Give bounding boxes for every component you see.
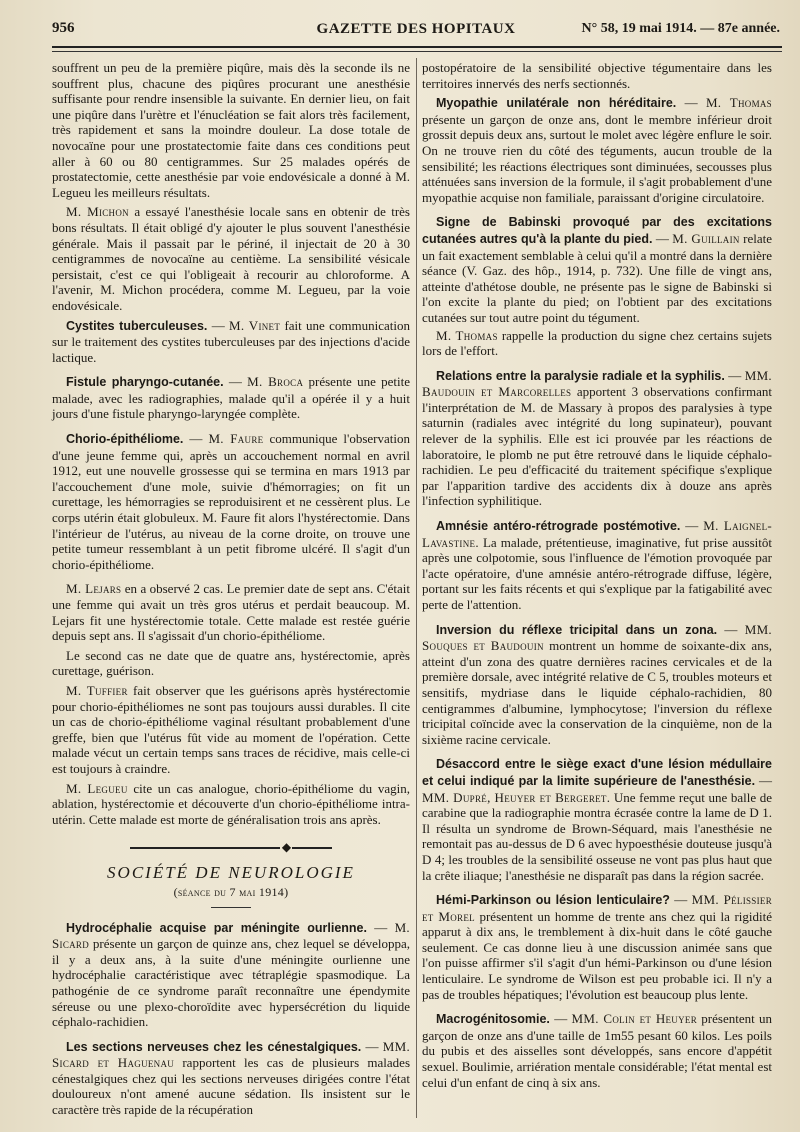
- header-rule-thin: [52, 51, 782, 52]
- short-rule: [211, 907, 251, 908]
- left-column: [52, 60, 410, 1127]
- paragraph: M. Lejars en a observé 2 cas. Le premier date de sept ans. C'était une femme qui avait un très gros utérus et perdait beaucoup. M. Lejars fit une hystérectomie totale. Cette malade est restée guérie depuis sept ans. Il s'agissait d'un chorio-épithéliome.: [52, 581, 411, 644]
- header-rule: [52, 46, 782, 48]
- journal-title: GAZETTE DES HOPITAUX: [316, 21, 516, 37]
- issue-info: N° 58, 19 mai 1914. — 87e année.: [581, 21, 780, 36]
- entry-sections-nerveuses: Les sections nerveuses chez les cénestalgiques. — MM. Sicard et Haguenau rapportent les cas de plusieurs malades cénestalgiques chez qui les sections nerveuses dirigées contre l'état douloureux n'ont amené aucune sédation. Ils insistent sur le caractère très rapide de la récupération: [52, 1038, 411, 1118]
- page-header: [52, 18, 780, 42]
- entry-chorio: Chorio-épithéliome. — M. Faure communique l'observation d'une jeune femme qui, après un accouchement normal en avril 1912, eut une nouvelle grossesse qui se termina en mars 1913 par l'accouchement d'une mole, suivie d'hémorragies; on fit un curettage, les hémorragies se reproduisirent et ne cessèrent plus. Le corps utérin était globuleux. M. Faure fit alors l'hystérectomie. Dans l'intérieur de l'utérus, au niveau de la corne droite, on trouve une petite tumeur ressemblant à un petit fibrome ulcéré. Il s'agit d'un chorio-épithéliome.: [52, 431, 410, 572]
- paragraph: M. Tuffier fait observer que les guérisons après hystérectomie pour chorio-épithéliomes ne sont pas toujours aussi durables. Il cite un cas de chorio-épithéliome vaginal résultant probablement d'une greffe, bien que l'utérus fût vide au moment de l'opération. Cette malade vécut un certain temps sans traces de récidive, mais celle-ci est toujours à craindre.: [52, 682, 410, 776]
- entry-reflexe-tricipital: Inversion du réflexe tricipital dans un zona. — MM. Souques et Baudouin montrent un homme de soixante-dix ans, atteint d'un zona des quatre dernières racines cervicales et de la première dorsale, avec intégrité relative de C 5, troubles moteurs et sensitifs, mydriase dans le liquide céphalo-rachidien, 80 centigrammes d'albumine, lymphocytose; l'inversion du réflexe tricipital coïncide avec la conservation de la cinquième, non de la sixième racine cervicale.: [422, 621, 772, 747]
- paragraph: M. Michon a essayé l'anesthésie locale sans en obtenir de très bons résultats. Il était obligé d'y ajouter le plus souvent l'anesthésie générale. Mais il passait par le périné, il injectait de 20 à 30 centigrammes de novocaïne au centième. La sensibilité vésicale persistait, c'est ce qui l'obligeait à recourir au chloroforme. A l'avenir, M. Michon procédera, comme M. Legueu, par la voie endovésicale.: [52, 204, 410, 313]
- paragraph: M. Thomas rappelle la production du signe chez certains sujets lors de l'effort.: [422, 327, 772, 359]
- paragraph: souffrent un peu de la première piqûre, mais dès la seconde ils ne souffrent plus, chacune des piqûres procurant une anesthésie suffisante pour rendre insensible la suivante. En dernier lieu, on fait une piqûre dans l'urètre et l'énucléation se fait alors très facilement, très rapidement et sans la moindre douleur. La dose totale de novocaïne pour une prostatectomie faite dans ces conditions peut aller à 60 ou 80 centigrammes. Sur 25 malades opérés de prostatectomie, cette anesthésie par voie endovésicale a donné à M. Legueu les meilleurs résultats.: [52, 60, 410, 200]
- entry-macrogenitosomie: Macrogénitosomie. — MM. Colin et Heuyer présentent un garçon de onze ans d'une taille de 1m55 pesant 60 kilos. Les poils du pubis et des aisselles sont développés, sans encore d'appétit sexuel. Boulimie, arriération mentale considérable; l'état mental est celui d'un enfant de cinq à six ans.: [422, 1011, 773, 1090]
- entry-myopathie: Myopathie unilatérale non héréditaire. — M. Thomas présente un garçon de onze ans, dont le membre inférieur droit grossit depuis deux ans, surtout le molet avec légère enflure le soir. On ne trouve rien du côté des téguments, aucun trouble de la sensibilité; les réactions électriques sont diminuées, secousses plus atténuées sans inversion de la formule, il s'agit probablement d'une myopathie acquise non familiale, paraissant d'origine circulatoire.: [422, 95, 772, 205]
- entry-desaccord: Désaccord entre le siège exact d'une lésion médullaire et celui indiqué par la limite supérieure de l'anesthésie. — MM. Dupré, Heuyer et Bergeret. Une femme reçut une balle de carabine que la radiographie montra écrasée contre la lame de D 1. Il résulta un syndrome de Brown-Séquard, mais l'anesthésie ne remontait pas au-dessus de D 6 avec hypoesthésie douteuse jusqu'à D 4; les troubles de la sensibilité osseuse ne vont pas plus haut que la crête iliaque; l'anesthésie ne disparaît pas dans la région sacrée.: [422, 757, 773, 883]
- entry-amnesie: Amnésie antéro-rétrograde postémotive. — M. Laignel-Lavastine. La malade, prétentieuse, imaginative, fut prise aussitôt après une colpotomie, sous l'influence de l'émotion provoquée par l'acte opératoire, d'une amnésie antéro-rétrograde diffuse, légère, portant sur les faits récents et qui s'explique par la fatigabilité avec perte de l'attention.: [422, 518, 773, 612]
- paragraph: M. Legueu cite un cas analogue, chorio-épithéliome du vagin, ablation, hystérectomie et découverte d'un chorio-épithéliome intra-utérin. Cette malade est morte de généralisation trois ans après.: [52, 780, 411, 827]
- section-title: SOCIÉTÉ DE NEUROLOGIE: [107, 863, 355, 883]
- entry-paralysie-radiale: Relations entre la paralysie radiale et la syphilis. — MM. Baudouin et Marcorelles apportent 3 observations confirmant l'interprétation de M. de Massary à propos des paralysies à type saturnin (radiales avec intégrité du long supinateur), pouvant relever de la syphilis. Elle est ici prouvée par les réactions de laboratoire, le plomb ne put être retrouvé dans le liquide céphalo-rachidien. Le peu d'efficacité du traitement spécifique s'explique par l'apparition tardive des accidents dix à douze ans après l'infection syphilitique.: [422, 367, 773, 509]
- entry-hemi-parkinson: Hémi-Parkinson ou lésion lenticulaire? — MM. Pélissier et Morel présentent un homme de trente ans chez qui la rigidité apparut à dix ans, le tremblement à dix-huit dans le côté gauche seulement. Ce cas donne lieu à une discussion animée sans que l'on puisse affirmer s'il s'agit d'un hémi-Parkinson ou d'une lésion lenticulaire. Le syndrome de Wilson est peu probable ici. Il n'y a pas de troubles hépatiques; l'évolution est beaucoup plus lente.: [422, 892, 773, 1002]
- section-ornament: ◆: [52, 839, 410, 855]
- column-divider: [416, 58, 417, 1118]
- paragraph: Le second cas ne date que de quatre ans, hystérectomie, après curettage, guérison.: [52, 647, 410, 679]
- entry-cystites: Cystites tuberculeuses. — M. Vinet fait une communication sur le traitement des cystites tuberculeuses par des injections d'acide lactique.: [52, 317, 410, 365]
- entry-fistule: Fistule pharyngo-cutanée. — M. Broca présente une petite malade, avec les radiographies, malade qu'il a opérée il y a huit jours d'une fistule pharyngo-laryngée complète.: [52, 374, 410, 422]
- entry-hydrocephalie: Hydrocéphalie acquise par méningite ourlienne. — M. Sicard présente un garçon de quinze ans, chez lequel se développa, il y a deux ans, à la suite d'une méningite ourlienne une hydrocéphalie caractéristique avec tétraplégie spasmodique. La pathogénie de ce syndrome paraît reconnaître une épendymite séreuse ou une plexo-choroïdite avec hypersécrétion du liquide céphalo-rachidien.: [52, 919, 410, 1030]
- right-column: [422, 60, 772, 1099]
- session-date: (séance du 7 mai 1914): [173, 884, 289, 899]
- paragraph: postopératoire de la sensibilité objective tégumentaire dans les territoires innervés des nerfs sectionnés.: [422, 60, 772, 91]
- page-number: 956: [52, 20, 75, 36]
- entry-babinski: Signe de Babinski provoqué par des excitations cutanées autres qu'à la plante du pied. — M. Guillain relate un fait exactement semblable à celui qu'il a montré dans la dernière séance (V. Gaz. des hôp., 1914, p. 732). Une fille de vingt ans, atteinte d'athétose double, ne présente pas le signe de Babinski si l'on excite la plante du pied; on l'obtient par des excitations cutanées sur tout autre point du tégument.: [422, 215, 772, 325]
